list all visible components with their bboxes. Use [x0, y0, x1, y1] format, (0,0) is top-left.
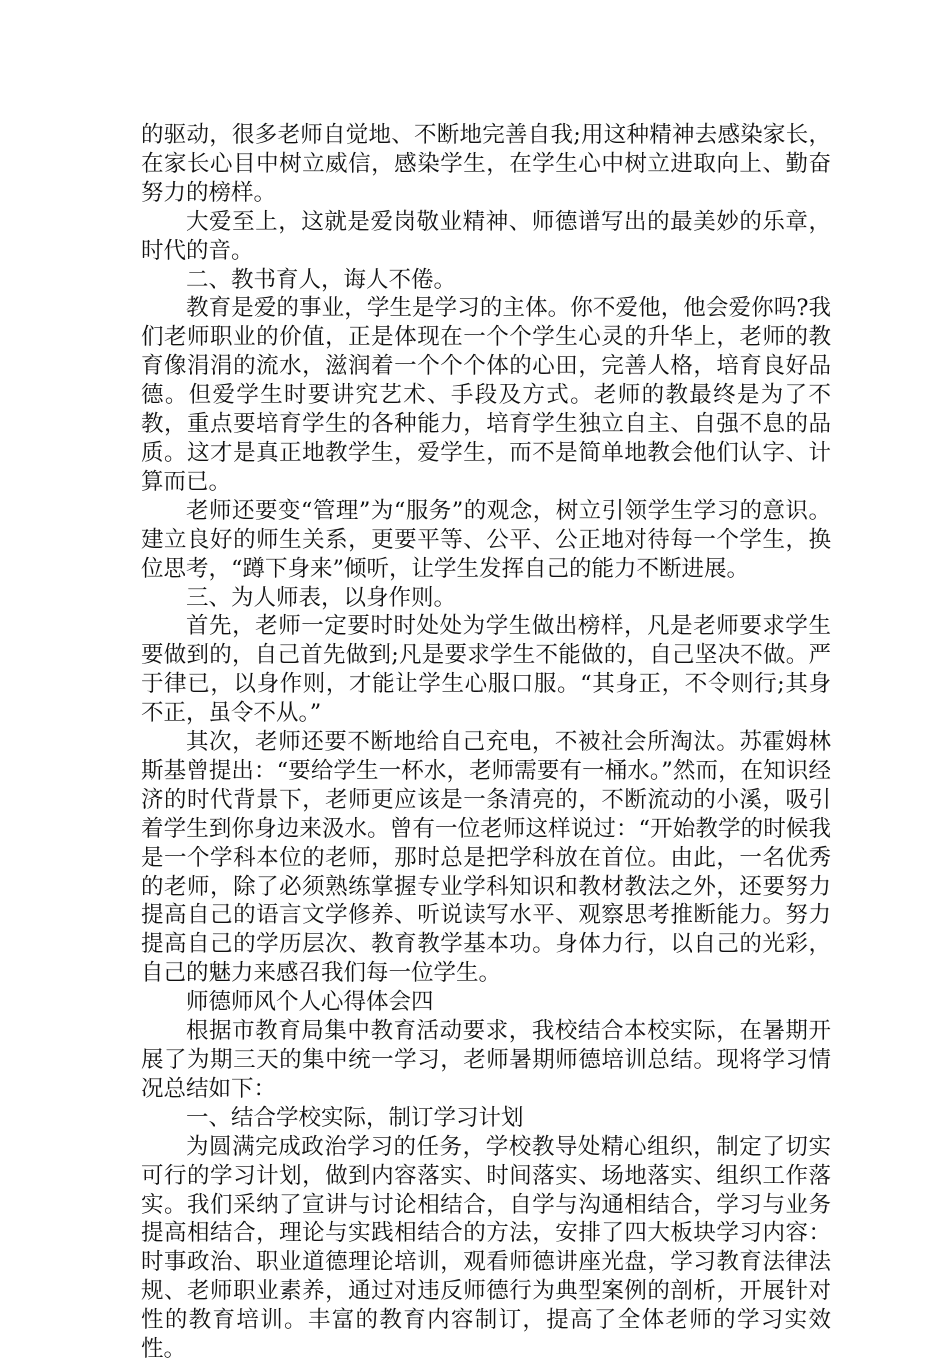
- paragraph-5: 老师还要变“管理”为“服务”的观念，树立引领学生学习的意识。建立良好的师生关系，更要平等、公平、公正地对待每一个学生，换位思考，“蹲下身来”倾听，让学生发挥自己的能力不断进展。: [141, 497, 831, 582]
- paragraph-7: 首先，老师一定要时时处处为学生做出榜样，凡是老师要求学生要做到的，自己首先做到;凡是要求学生不能做的，自己坚决不做。严于律已，以身作则，才能让学生心服口服。“其身正，不令则行;其身不正，虽令不从。”: [141, 613, 831, 727]
- document-page: [141, 121, 831, 1364]
- paragraph-2: 大爱至上，这就是爱岗敬业精神、师德谱写出的最美妙的乐章，时代的音。: [141, 208, 831, 264]
- paragraph-1: 的驱动，很多老师自觉地、不断地完善自我;用这种精神去感染家长，在家长心目中树立威信，感染学生，在学生心中树立进取向上、勤奋努力的榜样。: [141, 122, 831, 206]
- section-heading-3: 三、为人师表，以身作则。: [186, 584, 457, 611]
- paragraph-10: 根据市教育局集中教育活动要求，我校结合本校实际，在暑期开展了为期三天的集中统一学习，老师暑期师德培训总结。现将学习情况总结如下：: [141, 1018, 831, 1102]
- paragraph-8: 其次，老师还要不断地给自己充电，不被社会所淘汰。苏霍姆林斯基曾提出：“要给学生一杯水，老师需要有一桶水。”然而，在知识经济的时代背景下，老师更应该是一条清亮的，不断流动的小溪，吸引着学生到你身边来汲水。曾有一位老师这样说过：“开始教学的时候我是一个学科本位的老师，那时总是把学科放在首位。由此，一名优秀的老师，除了必须熟练掌握专业学科知识和教材教法之外，还要努力提高自己的语言文学修养、听说读写水平、观察思考推断能力。努力提高自己的学历层次、教育教学基本功。身体力行，以自己的光彩，自己的魅力来感召我们每一位学生。: [141, 729, 831, 987]
- section-heading-2: 二、教书育人，诲人不倦。: [186, 266, 457, 293]
- document-subtitle: 师德师风个人心得体会四: [186, 989, 434, 1016]
- paragraph-4: 教育是爱的事业，学生是学习的主体。你不爱他，他会爱你吗?我们老师职业的价值，正是体现在一个个学生心灵的升华上，老师的教育像涓涓的流水，滋润着一个个个体的心田，完善人格，培育良好品德。但爱学生时要讲究艺术、手段及方式。老师的教最终是为了不教，重点要培育学生的各种能力，培育学生独立自主、自强不息的品质。这才是真正地教学生，爱学生，而不是简单地教会他们认字、计算而已。: [141, 295, 831, 495]
- section-heading-1: 一、结合学校实际，制订学习计划: [186, 1104, 524, 1131]
- paragraph-12: 为圆满完成政治学习的任务，学校教导处精心组织，制定了切实可行的学习计划，做到内容落实、时间落实、场地落实、组织工作落实。我们采纳了宣讲与讨论相结合，自学与沟通相结合，学习与业务提高相结合，理论与实践相结合的方法，安排了四大板块学习内容：时事政治、职业道德理论培训，观看师德讲座光盘，学习教育法律法规、老师职业素养，通过对违反师德行为典型案例的剖析，开展针对性的教育培训。丰富的教育内容制订，提高了全体老师的学习实效性。: [141, 1133, 831, 1363]
